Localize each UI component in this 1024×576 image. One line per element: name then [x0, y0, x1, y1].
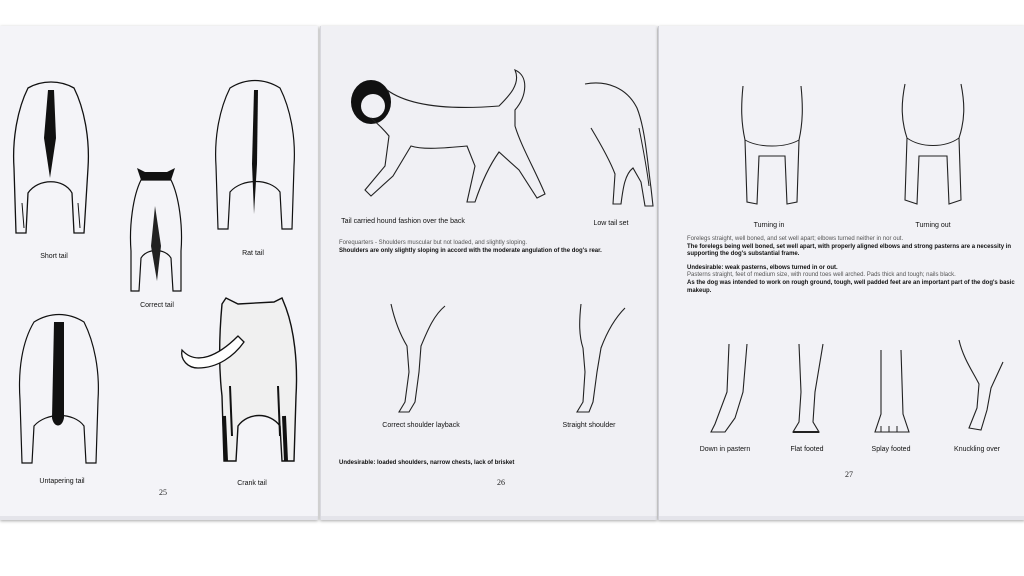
page-27 — [658, 26, 1024, 520]
forelegs-bold-text: The forelegs being well boned, set well apart, with properly aligned elbows and strong pasterns are a necessity in supporting the dog's substantial frame. — [687, 243, 1012, 258]
knuckling-over-illustration — [953, 338, 1009, 438]
caption-hound-fashion: Tail carried hound fashion over the back — [341, 218, 465, 225]
turning-out-illustration — [899, 80, 967, 212]
crank-tail-illustration — [178, 296, 300, 466]
hound-fashion-tail-illustration — [349, 66, 549, 216]
forelegs-light-text: Forelegs straight, well boned, and set well apart; elbows turned neither in nor out. — [687, 236, 904, 242]
caption-knuckling-over: Knuckling over — [954, 446, 1000, 453]
short-tail-illustration — [8, 78, 94, 238]
forelegs-text — [687, 236, 1017, 295]
caption-flat-footed: Flat footed — [790, 446, 824, 453]
page-25 — [0, 26, 318, 520]
splay-footed-illustration — [873, 348, 913, 436]
caption-crank-tail: Crank tail — [237, 480, 267, 487]
page-number-25: 25 — [159, 488, 167, 497]
correct-shoulder-layback-illustration — [387, 302, 451, 414]
page-number-26: 26 — [497, 478, 505, 487]
undesirable-bold-text-27: Undesirable: weak pasterns, elbows turned in or out. — [687, 264, 838, 271]
caption-turning-out: Turning out — [915, 222, 951, 229]
caption-splay-footed: Splay footed — [871, 446, 911, 453]
page-26 — [320, 26, 657, 520]
forequarters-bold-text: Shoulders are only slightly sloping in accord with the moderate angulation of the dog's rear. — [339, 247, 602, 254]
down-in-pastern-illustration — [709, 342, 757, 436]
untapering-tail-illustration — [14, 308, 104, 468]
caption-short-tail: Short tail — [40, 253, 68, 260]
forequarters-light-text: Forequarters - Shoulders muscular but not loaded, and slightly sloping. — [339, 240, 528, 246]
caption-correct-layback: Correct shoulder layback — [382, 422, 460, 429]
caption-low-tail-set: Low tail set — [593, 220, 629, 227]
flat-footed-illustration — [789, 342, 835, 436]
turning-in-illustration — [739, 82, 805, 212]
caption-correct-tail: Correct tail — [140, 302, 174, 309]
pasterns-bold-text: As the dog was intended to work on rough ground, tough, well padded feet are an important part of the dog's basic makeup. — [687, 279, 1015, 294]
caption-untapering-tail: Untapering tail — [39, 478, 85, 485]
caption-down-in-pastern: Down in pastern — [699, 446, 751, 453]
page-number-27: 27 — [845, 470, 853, 479]
caption-straight-shoulder: Straight shoulder — [562, 422, 616, 429]
pasterns-light-text: Pasterns straight, feet of medium size, with round toes well arched. Pads thick and tough; nails black. — [687, 272, 956, 279]
caption-rat-tail: Rat tail — [242, 250, 264, 257]
correct-tail-illustration — [127, 166, 185, 296]
low-tail-set-illustration — [583, 78, 655, 210]
rat-tail-illustration — [212, 74, 300, 234]
undesirable-text-26 — [339, 460, 639, 468]
straight-shoulder-illustration — [573, 302, 629, 414]
undesirable-bold-text-26: Undesirable: loaded shoulders, narrow chests, lack of brisket — [339, 460, 515, 466]
forequarters-text — [339, 240, 639, 255]
caption-turning-in: Turning in — [753, 222, 785, 229]
